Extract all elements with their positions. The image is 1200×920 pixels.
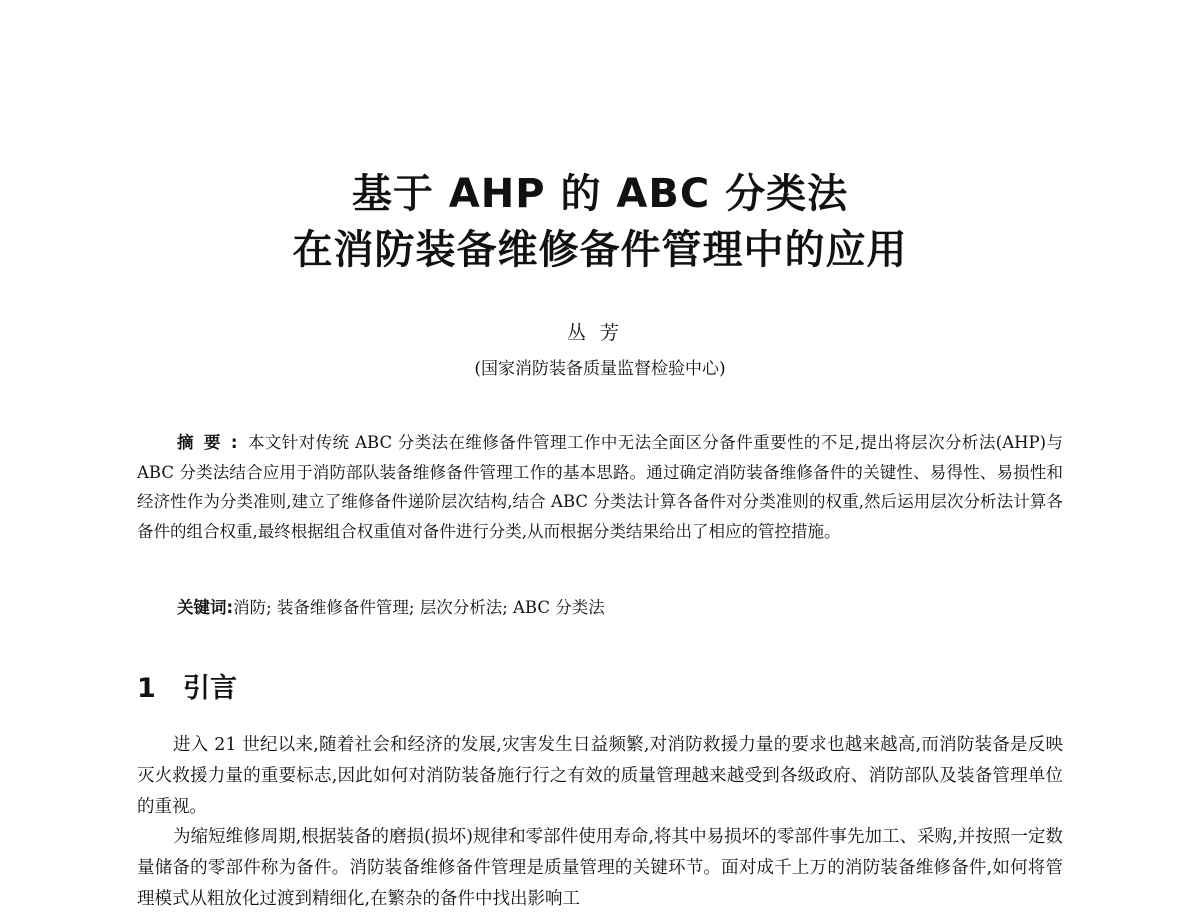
paper-title-line2: 在消防装备维修备件管理中的应用	[292, 227, 908, 273]
body-paragraph: 为缩短维修周期,根据装备的磨损(损坏)规律和零部件使用寿命,将其中易损坏的零部件事先加工、采购,并按照一定数量储备的零部件称为备件。消防装备维修备件管理是质量管理的关键环节。面对成千上万的消防装备维修备件,如何将管理模式从粗放化过渡到精细化,在繁杂的备件中找出影响工	[137, 827, 1063, 909]
section-title: 引言	[183, 673, 237, 704]
section-number: 1	[137, 673, 156, 704]
author-name: 丛芳	[566, 322, 633, 344]
abstract-label: 摘要:	[177, 433, 248, 452]
author-affiliation: (国家消防装备质量监督检验中心)	[474, 359, 726, 379]
body-paragraph: 进入 21 世纪以来,随着社会和经济的发展,灾害发生日益频繁,对消防救援力量的要求也越来越高,而消防装备是反映灭火救援力量的重要标志,因此如何对消防装备施行行之有效的质量管理越来越受到各级政府、消防部队及装备管理单位的重视。	[137, 735, 1063, 817]
section-heading-introduction	[137, 666, 237, 705]
paper-title-line1: 基于 AHP 的 ABC 分类法	[351, 171, 849, 217]
abstract	[137, 428, 1063, 546]
keywords-label: 关键词:	[177, 598, 234, 617]
keywords	[177, 593, 1063, 622]
keywords-text: 消防; 装备维修备件管理; 层次分析法; ABC 分类法	[233, 598, 605, 617]
abstract-text: 本文针对传统 ABC 分类法在维修备件管理工作中无法全面区分备件重要性的不足,提出将层次分析法(AHP)与 ABC 分类法结合应用于消防部队装备维修备件管理工作的基本思路。通过确定消防装备维修备件的关键性、易得性、易损性和经济性作为分类准则,建立了维修备件递阶层次结构,结合 ABC 分类法计算各备件对分类准则的权重,然后运用层次分析法计算各备件的组合权重,最终根据组合权重值对备件进行分类,从而根据分类结果给出了相应的管控措施。	[137, 433, 1063, 541]
